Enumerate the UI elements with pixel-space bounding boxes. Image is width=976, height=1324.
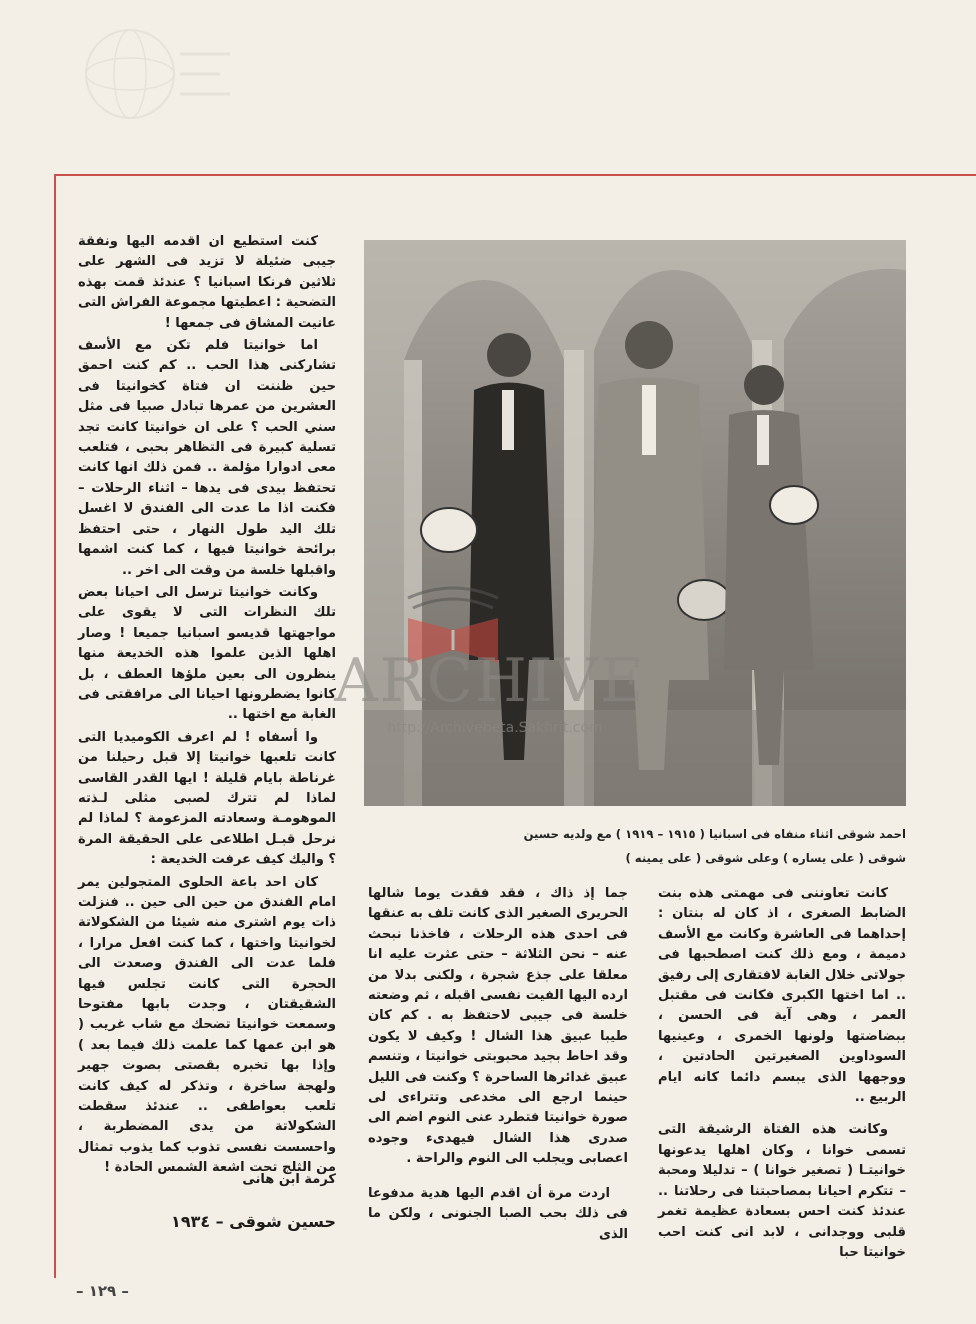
- watermark-text: ARCHIVE: [334, 646, 646, 716]
- page-number: – ١٢٩ –: [76, 1282, 129, 1300]
- paragraph: كنت استطيع ان اقدمه اليها ونفقة جيبى ضئيلة لا تزيد فى الشهر على ثلاثين فرنكا اسبانيا ؟ عندئذ قمت بهذه التضحية : اعطيتها مجموعة الفراش التى عانيت المشاق فى جمعها !: [78, 234, 336, 331]
- paragraph: جما إذ ذاك ، فقد فقدت يوما شالها الحريرى الصغير الذى كانت تلف به عنقها فى احدى هذه الرحلات ، فاخذنا نبحث عنه – نحن الثلاثة – حتى عثرت عليه انا معلقا على جذع شجرة ، ولكنى بدلا من ارده اليها الفيت نفسى اقبله ، ثم وضعته خلسة فى جيبى لاحتفظ به . كم كان طيبا عبيق هذا الشال ! وكيف لا يكون وقد احاط بجيد محبوبتى خوانيتا ، وتنسم عبيق غدائرها الساحرة ؟ وكنت فى الليل حينما ارجع الى مخدعى وتتراءى لى صورة خوانيتا فتطرد عنى النوم اضم الى صدرى هذا الشال فيهدىء وجوده اعصابى ويجلب الى النوم والراحة .: [368, 886, 628, 1167]
- article-middle-column: [368, 884, 628, 1245]
- paragraph: اما خوانيتا فلم تكن مع الأسف تشاركنى هذا الحب .. كم كنت احمق حين ظننت ان فتاة كخوانيتا فى العشرين من عمرها تبادل صبيا فى مثل سني الحب ؟ على ان خوانيتا كانت تجد تسلية كبيرة فى التظاهر بحبى ، فتلعب معى ادوارا مؤلمة .. فمن ذلك انها كانت تحتفظ بيدى فى يدها – اثناء الرحلات – فكنت اذا ما عدت الى الفندق لا اغسل تلك اليد طول النهار ، حتى احتفظ برائحة خوانيتا فيها ، كما كنت اشمها واقبلها خلسة من وقت الى اخر ..: [78, 338, 336, 578]
- paragraph: وكانت هذه الفتاة الرشيقة التى تسمى خوانا ، وكان اهلها يدعونها خوانيتـا ( تصغير خوانا ) – تدليلا ومحبة – تتكرم احيانا بمصاحبتنا فى رحلاتنا .. عندئذ كنت احس بسعادة عظيمة تغمر قلبى ووجدانى ، لابد انى كنت احب خوانيتا حبا: [658, 1122, 906, 1260]
- paragraph: كان احد باعة الحلوى المتجولين يمر امام الفندق من حين الى حين .. فنزلت ذات يوم اشترى منه شيئا من الشكولاتة لخوانيتا واختها ، كما كنت افعل مرارا ، فلما عدت الى الفندق وصعدت الى الحجرة التى كانت تجلس فيها الشقيقتان ، وجدت بابها مفتوحا وسمعت خوانيتا تضحك مع شاب غريب ( هو ابن عمها كما علمت ذلك فيما بعد ) وإذا بها تخبره بقصتى بصوت جهير ولهجة ساخرة ، وتذكر له كيف كانت تلعب بعواطفى .. عندئذ سقطت الشكولاتة من يدى المضطربة ، واحسست نفسى تذوب كما يذوب تمثال من الثلج تحت اشعة الشمس الحادة !: [78, 874, 336, 1176]
- paragraph: اردت مرة أن اقدم اليها هدية مدفوعا فى ذلك بحب الصبا الجنونى ، ولكن ما الذى: [368, 1185, 628, 1242]
- author-signature: حسين شوقى – ١٩٣٤: [171, 1212, 336, 1231]
- paragraph: وكانت خوانيتا ترسل الى احيانا بعض تلك النظرات التى لا يقوى على مواجهتها قديسو اسبانيا جميعا ! وصار اهلها الذين علموا هذه الخديعة منها ينظرون الى بعين ملؤها العطف ، بل كانوا يضطرونها احيانا الى مرافقتى فى الغابة مع اختها ..: [78, 584, 336, 723]
- translator-name: كرمة ابن هانى: [242, 1172, 336, 1187]
- watermark-url: http://Archivebeta.Sakhrit.com: [387, 720, 603, 736]
- caption-line: احمد شوقى اثناء منفاه فى اسبانيا ( ١٩١٥ – ١٩١٩ ) مع ولديه حسين: [523, 827, 906, 841]
- photo-caption: [364, 822, 906, 870]
- article-left-column: [78, 232, 336, 1179]
- paragraph: كانت تعاوننى فى مهمتى هذه بنت الضابط الصغرى ، اذ كان له بنتان : إحداهما فى العاشرة وكانت مع الأسف دميمة ، ومع ذلك كنت اصطحبها فى جولاتى خلال الغابة لافتقارى إلى رفيق .. اما اختها الكبرى فكانت فى مقتبل العمر ، وهى آية فى الحسن ، ببضاضتها ولونها الخمرى ، وعينيها السوداوين الصغيرتين الحادتين ، ووجهها الذى يبسم دائما كانه ايام الربيع ..: [658, 886, 906, 1106]
- article-right-column: [658, 884, 906, 1263]
- paragraph: وا أسفاه ! لم اعرف الكوميديا التى كانت تلعبها خوانيتا إلا قبل رحيلنا من غرناطة بايام قليلة ! ايها القدر القاسى لماذا لم تترك لصبى مثلى لـذته الموهومـة وسعادته المزعومة ؟ لماذا لم نرحل قبـل اطلاعى على الحقيقة المرة ؟ واليك كيف عرفت الخديعة :: [78, 729, 336, 868]
- faint-emblem-icon: [70, 14, 240, 134]
- caption-line: شوقى ( على يساره ) وعلى شوقى ( على يمينه ): [625, 851, 906, 865]
